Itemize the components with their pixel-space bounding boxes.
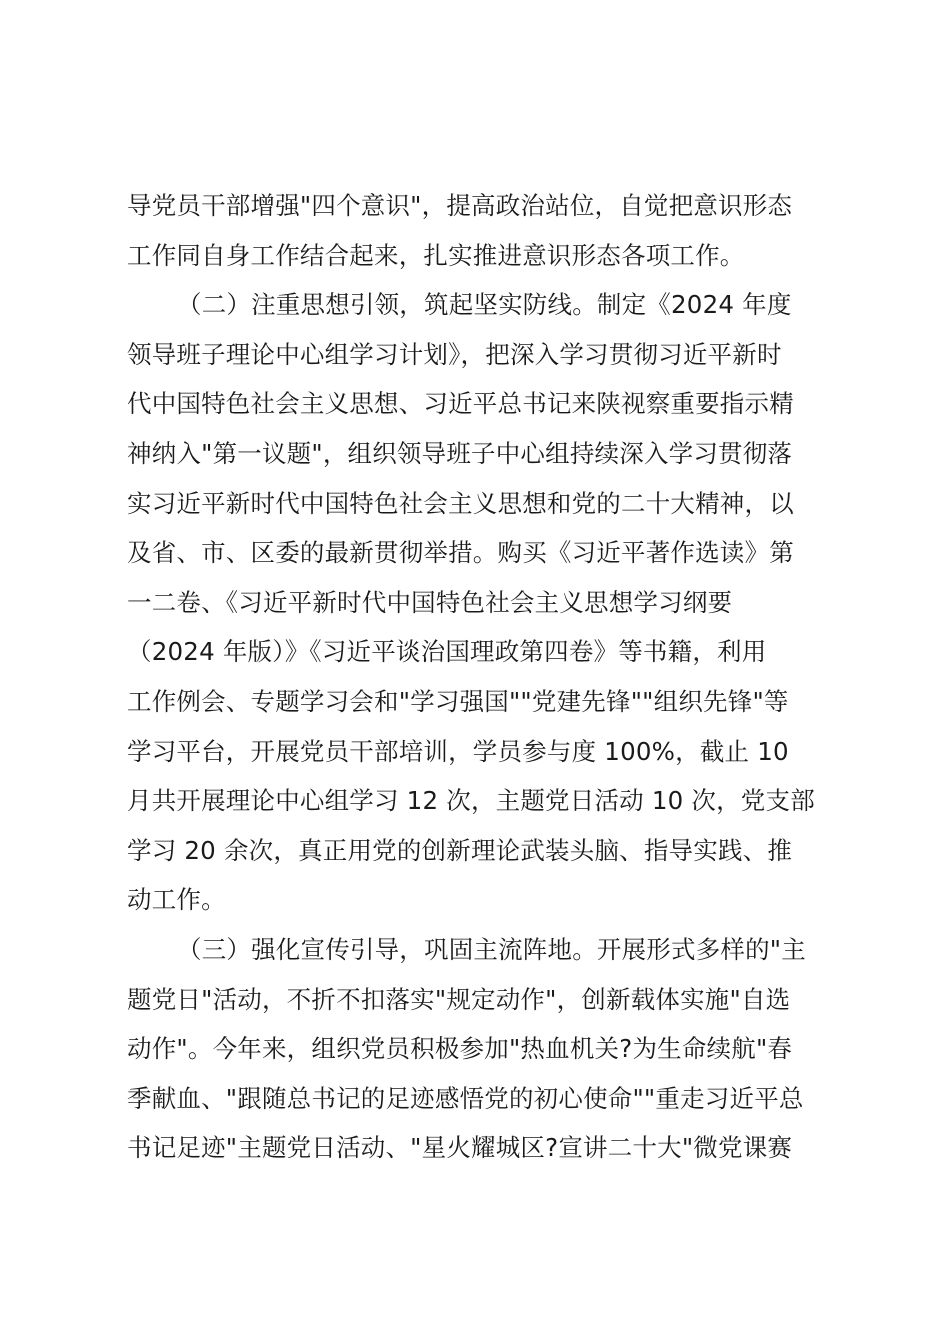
text-line: 实习近平新时代中国特色社会主义思想和党的二十大精神，以: [127, 488, 794, 518]
text-line: 代中国特色社会主义思想、习近平总书记来陕视察重要指示精: [127, 389, 794, 419]
text-line: 书记足迹"主题党日活动、"星火耀城区?宣讲二十大"微党课赛: [127, 1133, 793, 1163]
text-line: 动作"。今年来，组织党员积极参加"热血机关?为生命续航"春: [127, 1034, 793, 1064]
text-line: 及省、市、区委的最新贯彻举措。购买《习近平著作选读》第: [127, 538, 794, 568]
document-body: [127, 181, 837, 1173]
text-line: 一二卷、《习近平新时代中国特色社会主义思想学习纲要: [127, 587, 733, 617]
text-line: 神纳入"第一议题"，组织领导班子中心组持续深入学习贯彻落: [127, 438, 793, 468]
text-line: 学习 20 余次，真正用党的创新理论武装头脑、指导实践、推: [127, 835, 793, 865]
text-line: 题党日"活动，不折不扣落实"规定动作"，创新载体实施"自选: [127, 984, 791, 1014]
text-line: 月共开展理论中心组学习 12 次，主题党日活动 10 次，党支部: [127, 786, 815, 816]
text-line: 领导班子理论中心组学习计划》，把深入学习贯彻习近平新时: [127, 339, 782, 369]
text-line: 工作同自身工作结合起来，扎实推进意识形态各项工作。: [127, 240, 745, 270]
section-heading-line: （三）强化宣传引导，巩固主流阵地。开展形式多样的"主: [177, 934, 806, 964]
text-line: 动工作。: [127, 885, 226, 915]
text-line: 导党员干部增强"四个意识"，提高政治站位，自觉把意识形态: [127, 191, 793, 220]
text-line: 季献血、"跟随总书记的足迹感悟党的初心使命""重走习近平总: [127, 1083, 804, 1113]
text-line: （2024 年版）》《习近平谈治国理政第四卷》等书籍，利用: [127, 637, 767, 667]
section-heading-line: （二）注重思想引领，筑起坚实防线。制定《2024 年度: [177, 290, 792, 320]
text-line: 学习平台，开展党员干部培训，学员参与度 100%，截止 10: [127, 736, 789, 766]
text-line: 工作例会、专题学习会和"学习强国""党建先锋""组织先锋"等: [127, 686, 789, 716]
